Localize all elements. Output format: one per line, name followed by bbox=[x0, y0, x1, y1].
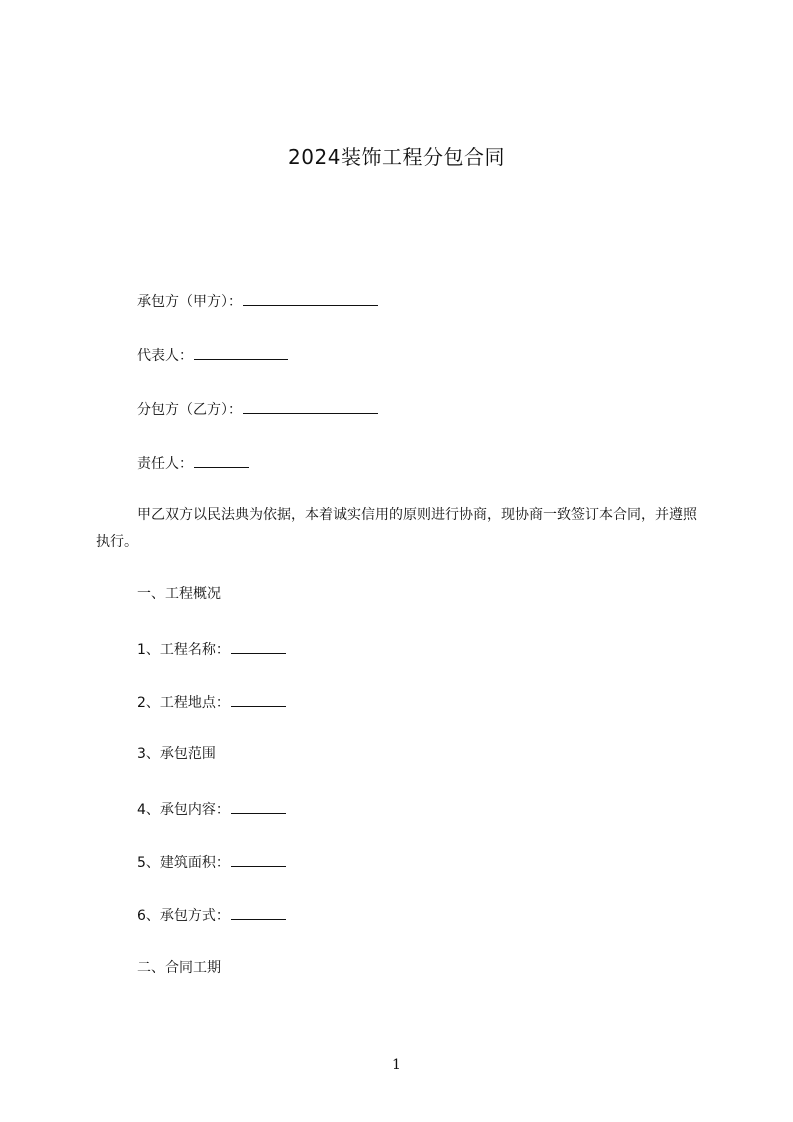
contractor-blank[interactable] bbox=[243, 290, 378, 306]
representative-line bbox=[137, 344, 288, 366]
project-location-label: 2、工程地点： bbox=[137, 695, 230, 711]
responsible-line bbox=[137, 452, 249, 474]
representative-label: 代表人： bbox=[137, 348, 193, 364]
contractor-line bbox=[137, 290, 378, 312]
document-title: 2024装饰工程分包合同 bbox=[288, 145, 505, 169]
area-blank[interactable] bbox=[231, 851, 286, 867]
project-name-line bbox=[137, 638, 286, 660]
subcontractor-blank[interactable] bbox=[243, 398, 378, 414]
representative-blank[interactable] bbox=[194, 344, 288, 360]
scope-label: 3、承包范围 bbox=[137, 746, 216, 762]
area-line bbox=[137, 851, 286, 873]
method-blank[interactable] bbox=[231, 904, 286, 920]
project-location-blank[interactable] bbox=[231, 691, 286, 707]
page-number: 1 bbox=[392, 1057, 401, 1073]
method-line bbox=[137, 904, 286, 926]
contractor-label: 承包方（甲方）： bbox=[137, 294, 242, 310]
method-label: 6、承包方式： bbox=[137, 908, 230, 924]
scope-line bbox=[137, 744, 216, 764]
project-name-label: 1、工程名称： bbox=[137, 642, 230, 658]
responsible-blank[interactable] bbox=[194, 452, 249, 468]
content-blank[interactable] bbox=[231, 798, 286, 814]
content-label: 4、承包内容： bbox=[137, 802, 230, 818]
content-line bbox=[137, 798, 286, 820]
project-location-line bbox=[137, 691, 286, 713]
section2-heading: 二、合同工期 bbox=[137, 960, 221, 976]
subcontractor-label: 分包方（乙方）： bbox=[137, 402, 242, 418]
section1-heading: 一、工程概况 bbox=[137, 586, 221, 602]
project-name-blank[interactable] bbox=[231, 638, 286, 654]
subcontractor-line bbox=[137, 398, 378, 420]
intro-paragraph: 甲乙双方以民法典为依据，本着诚实信用的原则进行协商，现协商一致签订本合同，并遵照执行。 bbox=[96, 507, 697, 550]
responsible-label: 责任人： bbox=[137, 456, 193, 472]
area-label: 5、建筑面积： bbox=[137, 855, 230, 871]
